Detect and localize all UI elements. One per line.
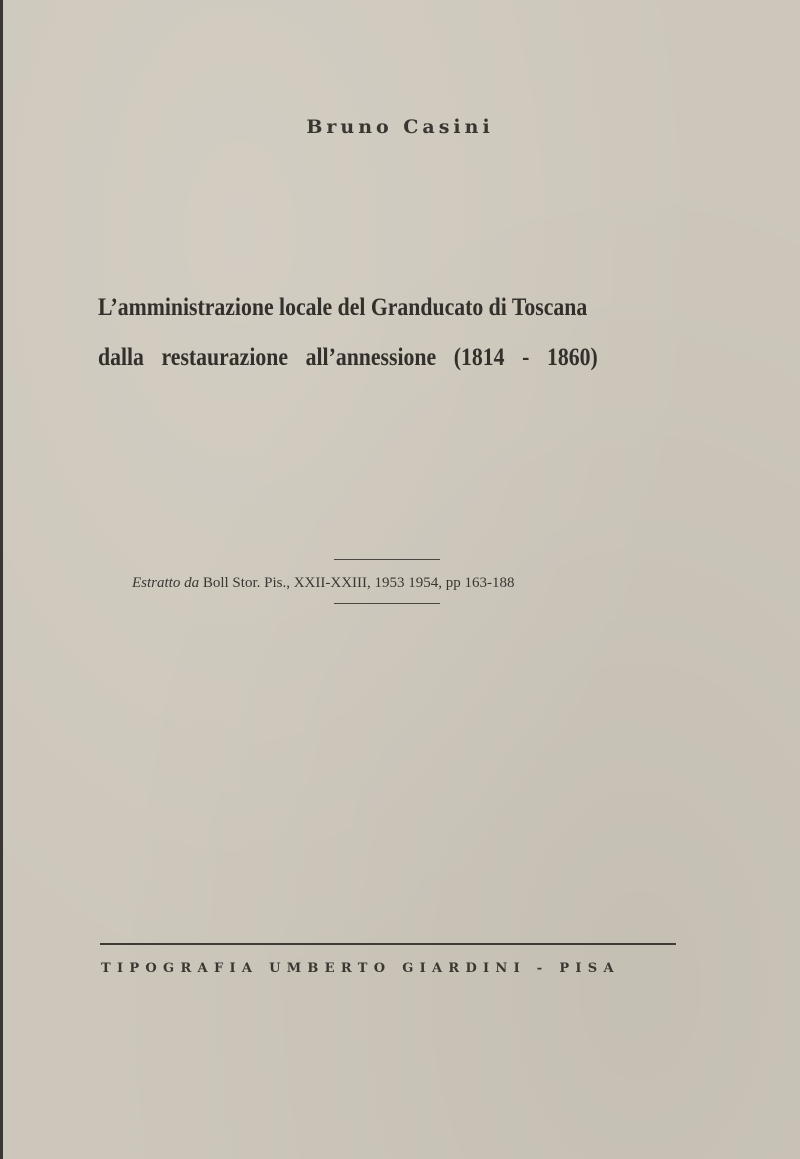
author-name: Bruno Casini bbox=[306, 116, 494, 138]
cover-left-edge bbox=[0, 0, 3, 1159]
extract-prefix: Estratto da bbox=[132, 575, 200, 591]
extract-note bbox=[132, 575, 732, 592]
printer-imprint: TIPOGRAFIA UMBERTO GIARDINI - PISA bbox=[101, 961, 620, 976]
divider-bottom bbox=[334, 603, 440, 604]
divider-top bbox=[334, 559, 440, 560]
title-line-1: L’amministrazione locale del Granducato di Toscana bbox=[98, 294, 588, 321]
printer-rule bbox=[100, 943, 676, 945]
title-line-2: dalla restaurazione all’annessione (1814 - 1860) bbox=[98, 344, 598, 371]
extract-source: Boll Stor. Pis., XXII-XXIII, 1953 1954, pp 163-188 bbox=[202, 575, 515, 591]
